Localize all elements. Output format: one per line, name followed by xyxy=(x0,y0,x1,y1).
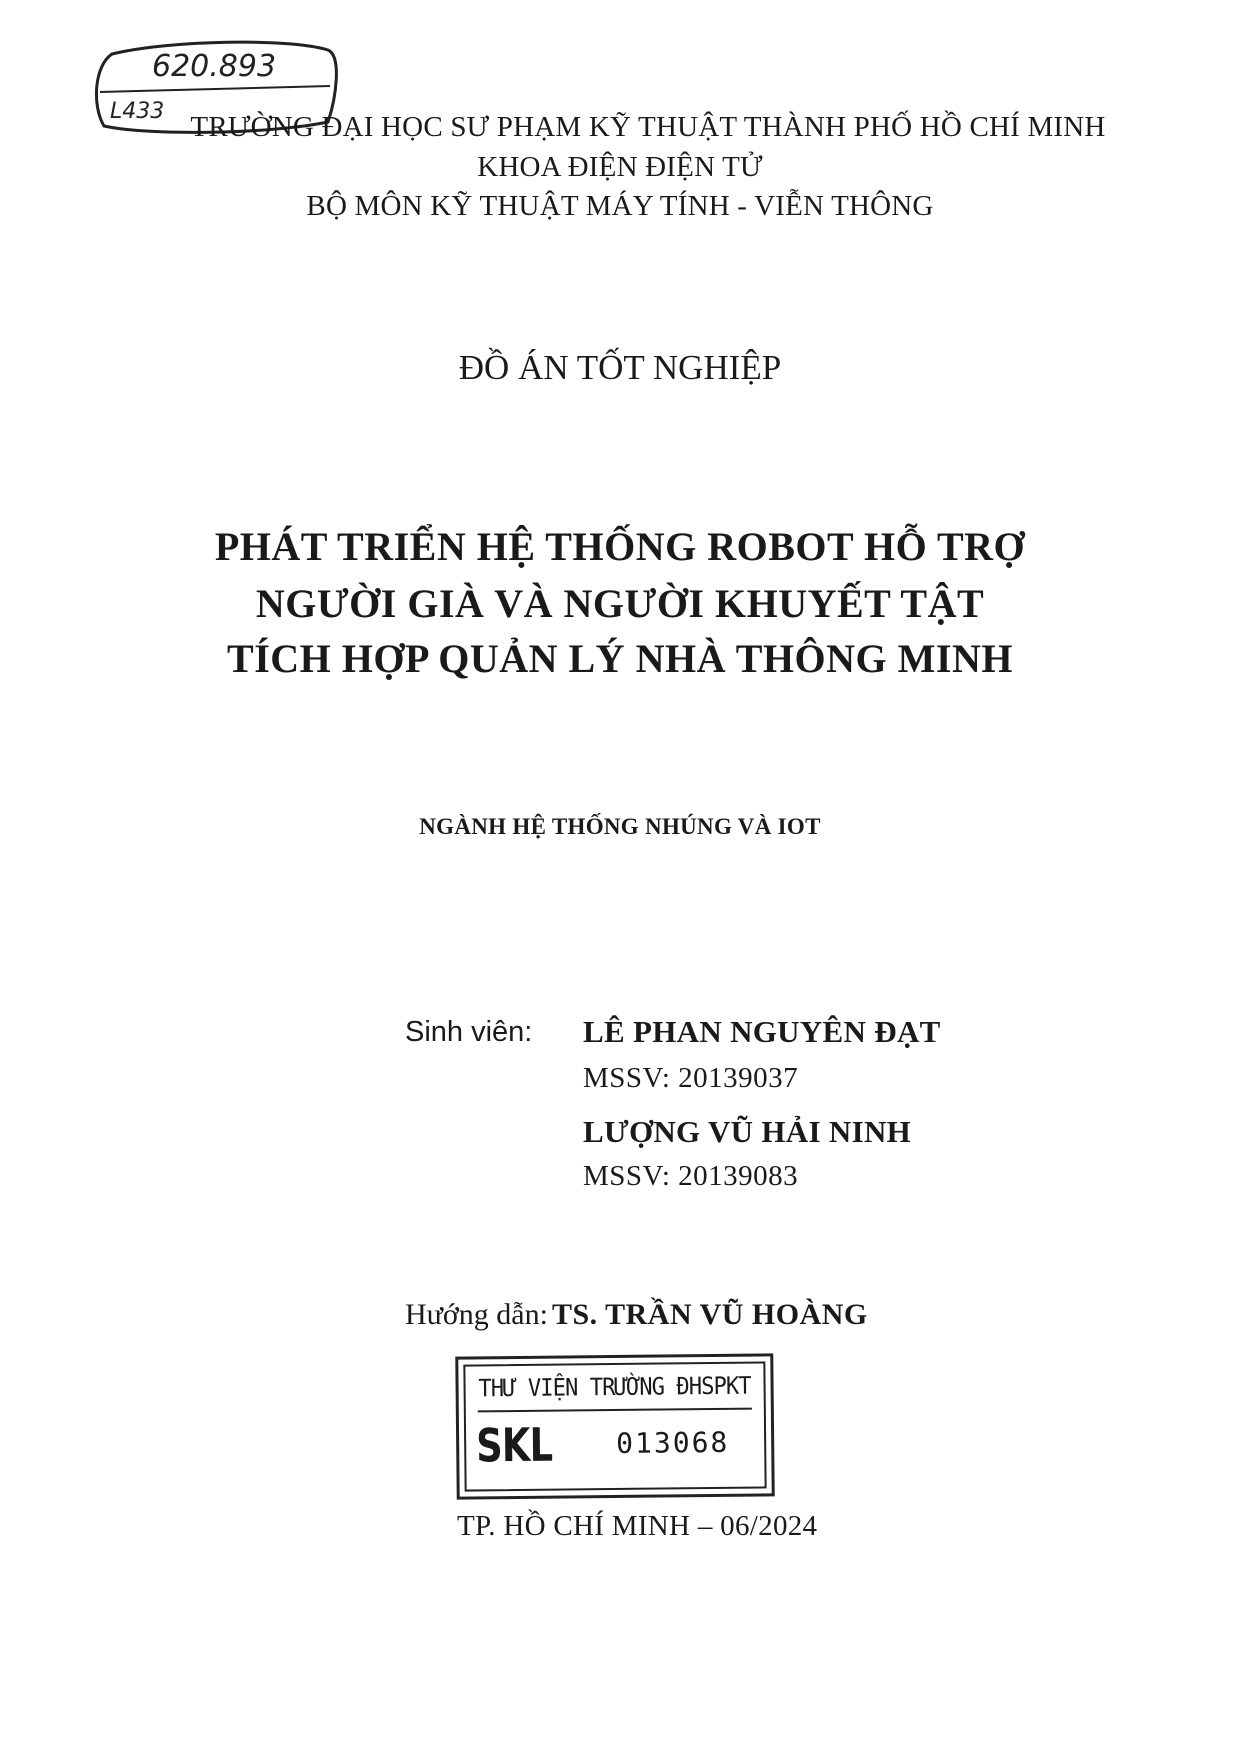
document-type: ĐỒ ÁN TỐT NGHIỆP xyxy=(458,348,782,387)
library-stamp xyxy=(455,1353,774,1499)
thesis-title-line-1: PHÁT TRIỂN HỆ THỐNG ROBOT HỖ TRỢ xyxy=(214,524,1026,569)
handwritten-call-number-line1: 620.893 xyxy=(152,49,277,84)
thesis-title-line-3: TÍCH HỢP QUẢN LÝ NHÀ THÔNG MINH xyxy=(227,636,1013,681)
student-name: LÊ PHAN NGUYÊN ĐẠT xyxy=(583,1014,941,1049)
handwritten-call-number-line2: L433 xyxy=(110,99,165,124)
library-stamp-number: 013068 xyxy=(616,1425,730,1460)
student-id: MSSV: 20139037 xyxy=(583,1062,799,1094)
advisor-label: Hướng dẫn: xyxy=(405,1298,548,1331)
major-name: NGÀNH HỆ THỐNG NHÚNG VÀ IOT xyxy=(419,814,821,839)
library-stamp-header: THƯ VIỆN TRƯỜNG ĐHSPKT xyxy=(477,1364,752,1413)
place-and-date: TP. HỒ CHÍ MINH – 06/2024 xyxy=(457,1510,818,1542)
advisor-name: TS. TRẦN VŨ HOÀNG xyxy=(551,1298,868,1331)
university-name: TRƯỜNG ĐẠI HỌC SƯ PHẠM KỸ THUẬT THÀNH PHỐ HỒ CHÍ MINH xyxy=(190,111,1106,143)
library-stamp-code: SKL xyxy=(475,1417,553,1473)
student-label: Sinh viên: xyxy=(405,1016,533,1048)
student-id: MSSV: 20139083 xyxy=(583,1160,799,1192)
faculty-name: KHOA ĐIỆN ĐIỆN TỬ xyxy=(477,151,763,183)
department-name: BỘ MÔN KỸ THUẬT MÁY TÍNH - VIỄN THÔNG xyxy=(306,190,934,222)
student-name: LƯỢNG VŨ HẢI NINH xyxy=(583,1114,912,1149)
thesis-title-line-2: NGƯỜI GIÀ VÀ NGƯỜI KHUYẾT TẬT xyxy=(255,581,985,626)
advisor-line xyxy=(405,1298,868,1332)
